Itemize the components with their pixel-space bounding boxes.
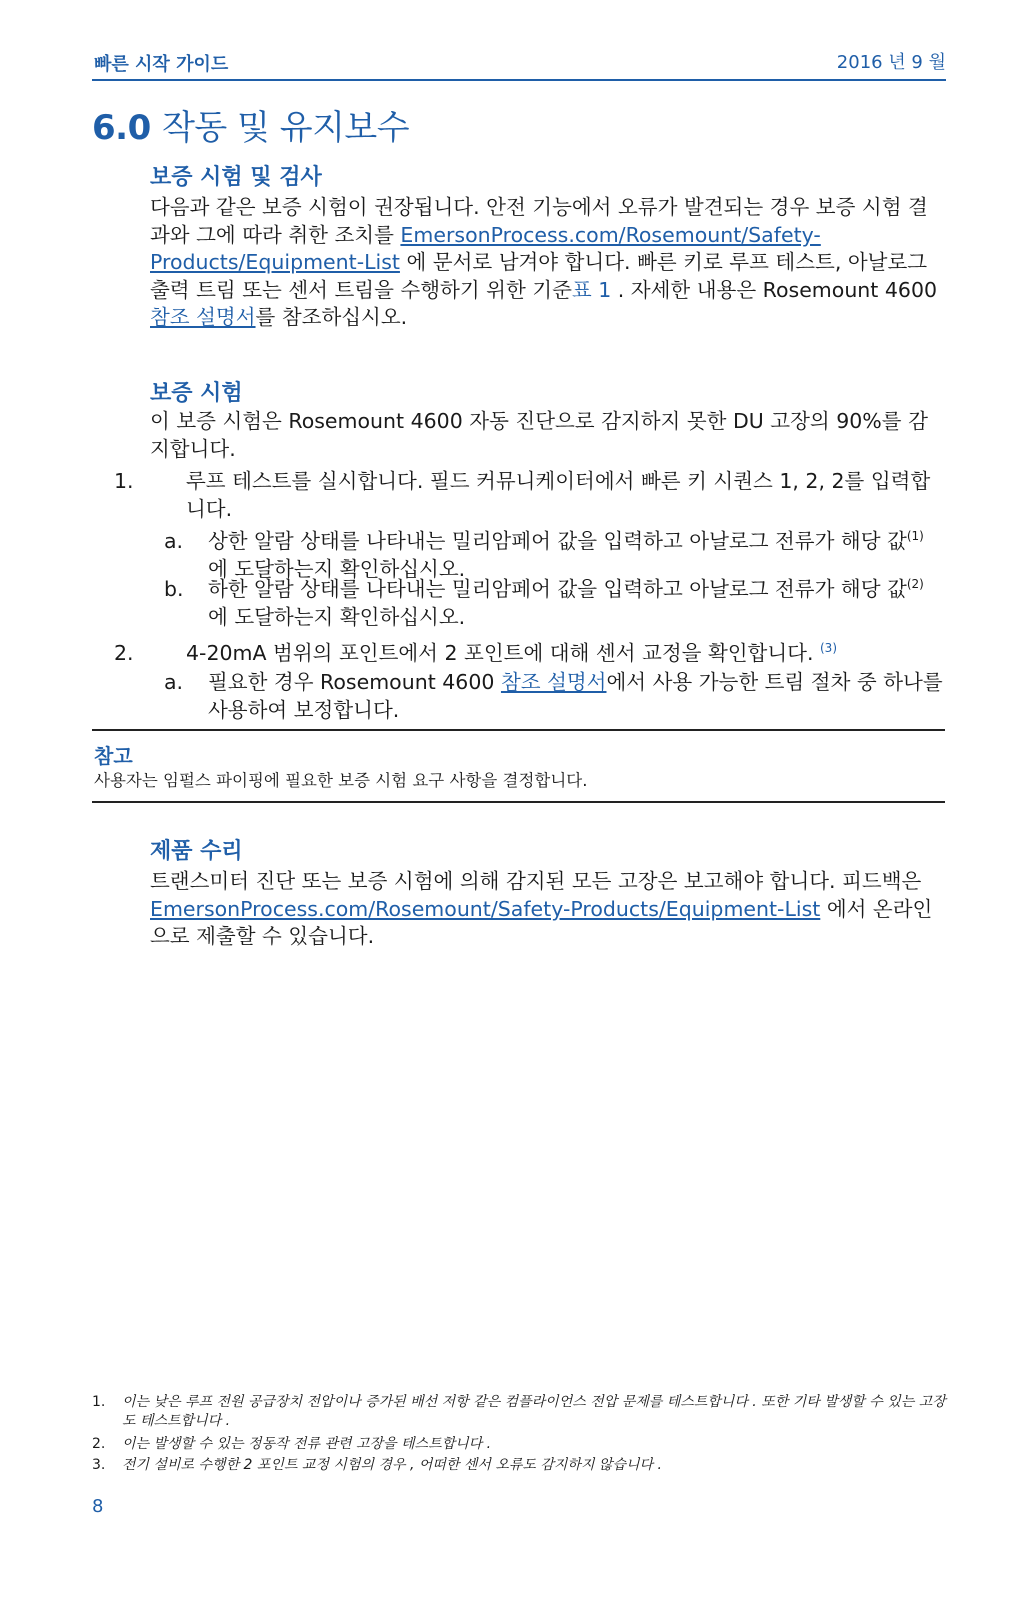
header-guide-title: 빠른 시작 가이드 (94, 54, 229, 75)
page-number: 8 (92, 1496, 104, 1517)
step-text: 4-20mA 범위의 포인트에서 2 포인트에 대해 센서 교정을 확인합니다. (186, 641, 820, 665)
footnote-ref-1[interactable]: (1) (906, 529, 924, 543)
text-run: 에서 온라인으로 제출할 수 있습니다. (150, 896, 933, 948)
header-date: 2016 년 9 월 (836, 52, 946, 73)
step-text-tail: 에 도달하는지 확인하십시오. (208, 604, 466, 629)
step-text: 루프 테스트를 실시합니다. 필드 커뮤니케이터에서 빠른 키 시퀀스 1, 2, 2를 입력합니다. (186, 469, 931, 521)
step-label: 1. (114, 469, 134, 493)
footnote-number: 1. (92, 1394, 106, 1410)
heading-proof-test: 보증 시험 (150, 381, 243, 406)
step-1a (164, 528, 946, 583)
header-rule (92, 79, 946, 81)
step-label: a. (164, 529, 184, 553)
step-label: a. (164, 670, 184, 694)
section-title (92, 100, 409, 149)
heading-proof-test-inspection: 보증 시험 및 검사 (150, 165, 322, 190)
footnote-text: 이는 발생할 수 있는 정동작 전류 관련 고장을 테스트합니다 . (122, 1436, 492, 1452)
text-run: 트랜스미터 진단 또는 보증 시험에 의해 감지된 모든 고장은 보고해야 합니다. 피드백은 (150, 869, 922, 893)
paragraph-proof-test-intro: 이 보증 시험은 Rosemount 4600 자동 진단으로 감지하지 못한 DU 고장의 90%를 감지합니다. (150, 409, 928, 461)
section-number: 6.0 (92, 108, 151, 148)
heading-product-repair: 제품 수리 (150, 839, 243, 864)
step-1b (164, 576, 946, 631)
equipment-list-link-2[interactable]: EmersonProcess.com/Rosemount/Safety-Products/Equipment-List (150, 896, 821, 921)
step-label: b. (164, 577, 184, 601)
step-2a (164, 669, 946, 724)
footnote-text: 전기 설비로 수행한 2 포인트 교정 시험의 경우 , 어떠한 센서 오류도 감지하지 않습니다 . (122, 1457, 662, 1473)
step-2 (114, 640, 945, 668)
footnote-1 (92, 1393, 952, 1431)
footnote-number: 2. (92, 1436, 106, 1452)
step-text: 상한 알람 상태를 나타내는 밀리암페어 값을 입력하고 아날로그 전류가 해당 값 (208, 529, 907, 553)
text-run: 다음과 같은 보증 시험이 권장됩니다. 안전 기능에서 오류가 발견되는 경우 보증 시험 결과와 그에 따라 취한 조치를 (150, 195, 928, 247)
footnote-3 (92, 1456, 952, 1475)
text-run: 에 문서로 남겨야 합니다. 빠른 키로 루프 테스트, 아날로그 출력 트림 또는 센서 트림을 수행하기 위한 기준 (150, 250, 928, 302)
table-1-link[interactable]: 표 1 (571, 277, 612, 302)
step-text: 하한 알람 상태를 나타내는 밀리암페어 값을 입력하고 아날로그 전류가 해당 값 (208, 577, 907, 601)
footnote-ref-2[interactable]: (2) (906, 577, 924, 591)
footnote-text: 이는 낮은 루프 전원 공급장치 전압이나 증가된 배선 저항 같은 컴플라이언스 전압 문제를 테스트합니다 . 또한 기타 발생할 수 있는 고장도 테스트합니다 . (122, 1394, 946, 1429)
footnote-2 (92, 1435, 952, 1454)
footnote-ref-3[interactable]: (3) (820, 641, 837, 655)
equipment-list-link[interactable]: EmersonProcess.com/Rosemount/Safety-Products/Equipment-List (150, 222, 821, 274)
paragraph-product-repair (150, 868, 945, 951)
step-text: 필요한 경우 Rosemount 4600 (208, 670, 501, 694)
note-bottom-rule (92, 801, 945, 803)
step-text-tail: 에 도달하는지 확인하십시오. (208, 556, 466, 581)
reference-manual-link[interactable]: 참조 설명서 (150, 305, 256, 329)
note-top-rule (92, 729, 945, 731)
section-title-text: 작동 및 유지보수 (162, 108, 410, 148)
note-title: 참고 (94, 744, 133, 768)
footnote-number: 3. (92, 1457, 106, 1473)
paragraph-proof-intro (150, 194, 945, 332)
reference-manual-link-2[interactable]: 참조 설명서 (500, 670, 607, 694)
step-1 (114, 468, 945, 523)
text-run: 를 참조하십시오. (255, 305, 408, 329)
text-run: . 자세한 내용은 Rosemount 4600 (611, 277, 938, 302)
step-text-tail: 에서 사용 가능한 트림 절차 중 하나를 사용하여 보정합니다. (208, 670, 943, 722)
note-text: 사용자는 임펄스 파이핑에 필요한 보증 시험 요구 사항을 결정합니다. (94, 771, 588, 790)
step-label: 2. (114, 641, 134, 665)
